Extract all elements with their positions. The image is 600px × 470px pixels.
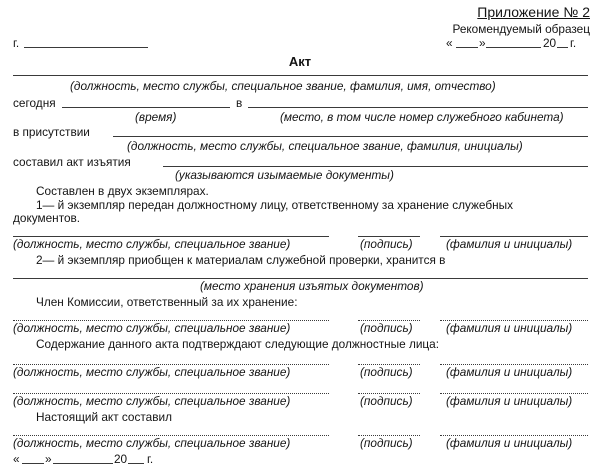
city-line — [24, 47, 148, 48]
confirm-text: Содержание данного акта подтверждают следующие должностные лица: — [36, 337, 440, 351]
footer-open-quote: « — [13, 452, 20, 466]
sig5-sign-hint: (подпись) — [360, 436, 413, 450]
presence-hint: (должность, место службы, специальное звание, фамилия, инициалы) — [127, 139, 523, 153]
in-label: в — [236, 96, 243, 110]
date-month-line — [486, 47, 541, 48]
copy1-text-line2: документов. — [13, 211, 81, 225]
today-label: сегодня — [13, 96, 56, 110]
sig3-position-hint: (должность, место службы, специальное звание) — [13, 365, 291, 379]
place-hint: (место, в том числе номер служебного кабинета) — [280, 110, 564, 124]
storage-hint: (место хранения изъятых документов) — [200, 279, 424, 293]
date-year: 20 — [543, 36, 557, 50]
compiler-hint: (должность, место службы, специальное звание, фамилия, имя, отчество) — [70, 79, 496, 93]
sig2-position-hint: (должность, место службы, специальное звание) — [13, 321, 291, 335]
copy1-text-line1: 1— й экземпляр передан должностному лицу, ответственному за хранение служебных — [36, 198, 513, 212]
time-line — [62, 107, 230, 108]
seizure-line — [163, 166, 588, 167]
footer-month-line — [53, 463, 113, 464]
seizure-hint: (указываются изымаемые документы) — [175, 168, 394, 182]
date-open-quote: « — [446, 36, 453, 50]
sig4-sign-hint: (подпись) — [360, 394, 413, 408]
presence-label: в присутствии — [13, 125, 90, 139]
footer-year-line — [128, 463, 144, 464]
copy2-text: 2— й экземпляр приобщен к материалам служебной проверки, хранится в — [36, 253, 446, 267]
date-day-line — [456, 47, 478, 48]
copies-text: Составлен в двух экземплярах. — [36, 184, 209, 198]
sig5-position-hint: (должность, место службы, специальное звание) — [13, 436, 291, 450]
time-hint: (время) — [135, 110, 177, 124]
sig5-name-hint: (фамилия и инициалы) — [446, 436, 573, 450]
date-year-line — [557, 47, 568, 48]
sig2-sign-hint: (подпись) — [360, 321, 413, 335]
sig1-name-hint: (фамилия и инициалы) — [446, 237, 573, 251]
sig3-name-hint: (фамилия и инициалы) — [446, 365, 573, 379]
footer-suffix: г. — [147, 452, 154, 466]
sig4-name-hint: (фамилия и инициалы) — [446, 394, 573, 408]
footer-close-quote: » — [45, 452, 52, 466]
sig1-sign-hint: (подпись) — [360, 237, 413, 251]
city-prefix: г. — [13, 36, 20, 50]
compiler-line — [13, 75, 588, 76]
footer-year: 20 — [114, 452, 128, 466]
footer-day-line — [22, 463, 44, 464]
commission-text: Член Комиссии, ответственный за их хранение: — [36, 295, 298, 309]
sig3-sign-hint: (подпись) — [360, 365, 413, 379]
appendix-label: Приложение № 2 — [477, 4, 590, 20]
date-close-quote: » — [479, 36, 486, 50]
sig2-name-hint: (фамилия и инициалы) — [446, 321, 573, 335]
sig4-position-hint: (должность, место службы, специальное звание) — [13, 394, 291, 408]
seizure-label: составил акт изъятия — [13, 155, 131, 169]
date-suffix: г. — [570, 36, 577, 50]
sample-label: Рекомендуемый образец — [452, 22, 590, 36]
presence-line — [113, 136, 588, 137]
sig1-position-hint: (должность, место службы, специальное звание) — [13, 237, 291, 251]
place-line — [248, 107, 588, 108]
drafted-text: Настоящий акт составил — [36, 410, 172, 424]
document-title: Акт — [288, 54, 312, 69]
